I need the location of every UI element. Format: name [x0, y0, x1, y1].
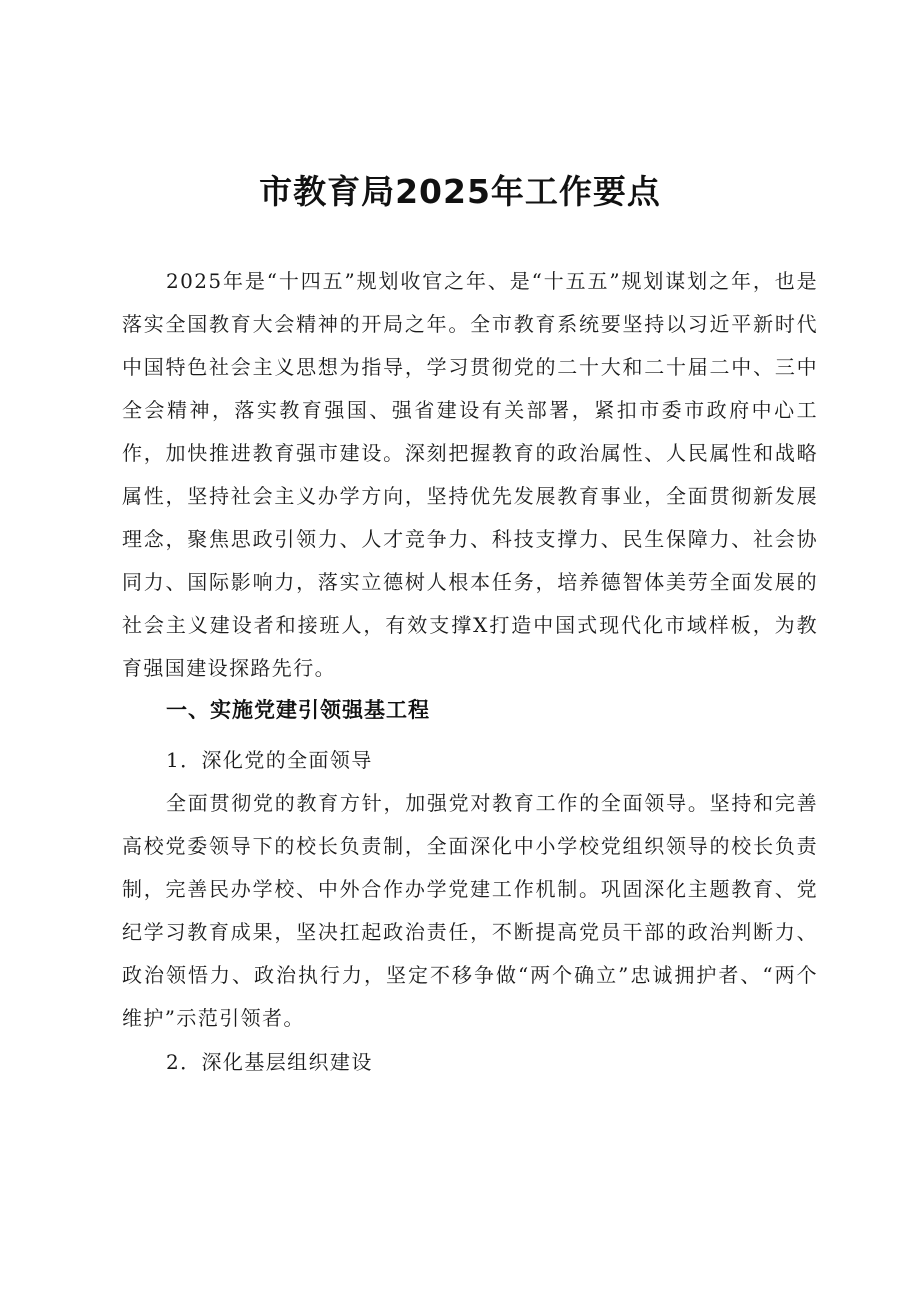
intro-paragraph: 2025年是“十四五”规划收官之年、是“十五五”规划谋划之年，也是落实全国教育大会精神的开局之年。全市教育系统要坚持以习近平新时代中国特色社会主义思想为指导，学习贯彻党的二十大和二十届二中、三中全会精神，落实教育强国、强省建设有关部署，紧扣市委市政府中心工作，加快推进教育强市建设。深刻把握教育的政治属性、人民属性和战略属性，坚持社会主义办学方向，坚持优先发展教育事业，全面贯彻新发展理念，聚焦思政引领力、人才竞争力、科技支撑力、民生保障力、社会协同力、国际影响力，落实立德树人根本任务，培养德智体美劳全面发展的社会主义建设者和接班人，有效支撑X打造中国式现代化市域样板，为教育强国建设探路先行。: [122, 269, 818, 680]
section-heading: 一、实施党建引领强基工程: [166, 698, 430, 722]
document-title: 市教育局2025年工作要点: [259, 172, 661, 211]
subsection-title-1: 1．深化党的全面领导: [166, 748, 373, 772]
subsection-title-2: 2．深化基层组织建设: [166, 1050, 373, 1074]
subsection-body-1: 全面贯彻党的教育方针，加强党对教育工作的全面领导。坚持和完善高校党委领导下的校长负责制，全面深化中小学校党组织领导的校长负责制，完善民办学校、中外合作办学党建工作机制。巩固深化主题教育、党纪学习教育成果，坚决扛起政治责任，不断提高党员干部的政治判断力、政治领悟力、政治执行力，坚定不移争做“两个确立”忠诚拥护者、“两个维护”示范引领者。: [122, 791, 818, 1030]
